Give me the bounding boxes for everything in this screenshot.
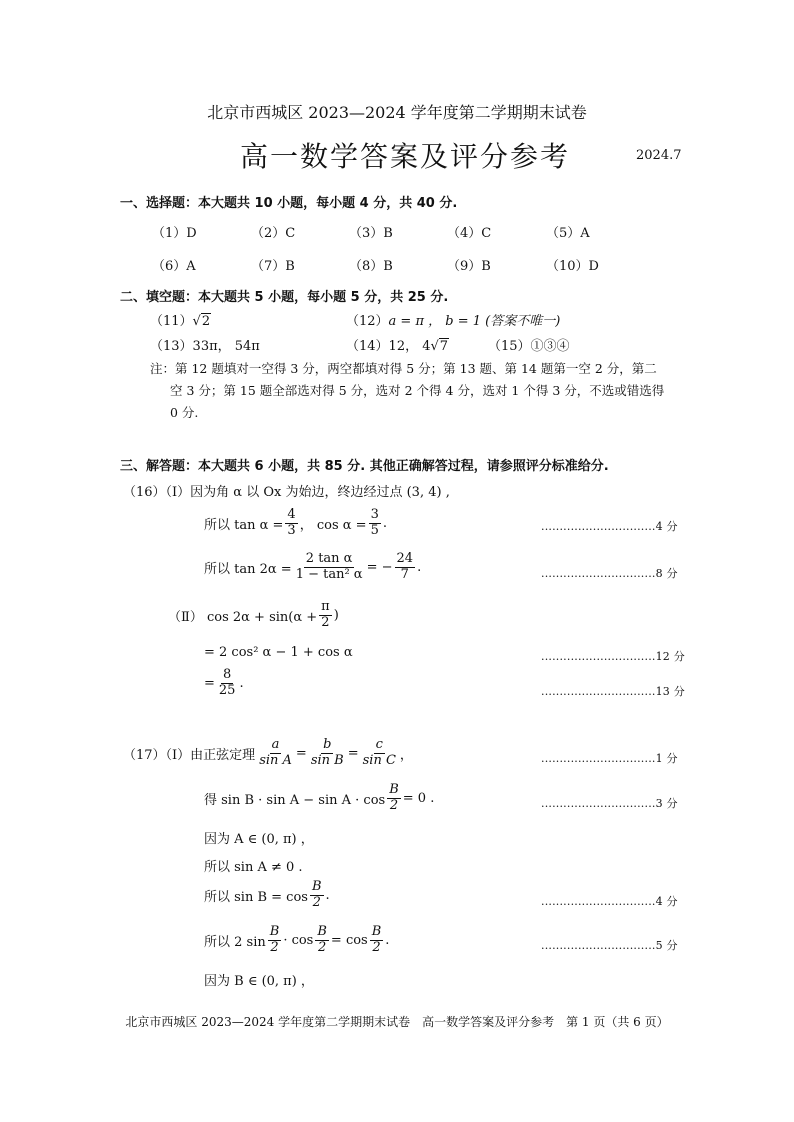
q16-part1-intro: （16）（Ⅰ）因为角 α 以 Ox 为始边，终边经过点 (3, 4) , <box>123 485 450 500</box>
scoring-note-line-2: 空 3 分；第 15 题全部选对得 5 分，选对 2 个得 4 分，选对 1 个得 3 分，不选或错选得 <box>170 383 665 398</box>
answer-1: （1）D <box>152 226 197 241</box>
q17-step-6: 所以 2 sin $\frac{B}{2}$ · cos $\frac{B}{2}$ = cos $\frac{B}{2}$ . <box>204 924 390 955</box>
fraction: $\frac{a}{\text{sin A}}$ <box>259 737 292 768</box>
page-title: 高一数学答案及评分参考 <box>240 140 571 173</box>
answer-9: （9）B <box>447 259 491 274</box>
fraction: $\frac{3}{5}$ <box>370 507 379 538</box>
q12-value: a = π ， b = 1 (答案不唯一) <box>388 314 561 329</box>
section-3-heading: 三、解答题：本大题共 6 小题，共 85 分. 其他正确解答过程，请参照评分标准给分. <box>120 459 609 474</box>
q17-step-3: 因为 A ∈ (0, π) ， <box>204 832 314 847</box>
fraction: $\frac{B}{2}$ <box>389 782 399 813</box>
q16-step-2: 所以 tan 2α = $\frac{\text{2 tan α}}{\text{1 − tan² α}}$ = − $\frac{24}{7}$ . <box>204 551 422 582</box>
fill-answer-15: （15）①③④ <box>488 339 570 354</box>
fill-answer-11 <box>150 310 211 329</box>
score-marker: ...............................3 分 <box>541 797 678 810</box>
score-marker: ...............................8 分 <box>541 567 678 580</box>
answer-6: （6）A <box>152 259 196 274</box>
score-marker: ...............................4 分 <box>541 520 678 533</box>
answer-5: （5）A <box>546 226 590 241</box>
score-marker: ...............................12 分 <box>541 650 685 663</box>
fill-answer-12 <box>346 310 560 329</box>
fraction: $\frac{8}{25}$ <box>218 667 236 698</box>
fraction: $\frac{b}{\text{sin B}}$ <box>310 737 344 768</box>
fraction: $\frac{\pi}{2}$ <box>321 599 330 630</box>
q17-part1-intro: （17）（Ⅰ）由正弦定理 $\frac{a}{\text{sin A}}$ = $\frac{b}{\text{sin B}}$ = $\frac{c}{\text{sin C}}$ ， <box>123 737 413 768</box>
q17-step-4: 所以 sin A ≠ 0 . <box>204 860 303 875</box>
q11-label: （11） <box>150 314 193 329</box>
q17-step-5: 所以 sin B = cos $\frac{B}{2}$ . <box>204 879 330 910</box>
answer-2: （2）C <box>251 226 296 241</box>
q14-label: （14）12， 4 <box>346 339 431 354</box>
answer-4: （4）C <box>447 226 492 241</box>
fraction: $\frac{B}{2}$ <box>311 879 322 910</box>
q16-step-4: = $\frac{8}{25}$ . <box>204 667 244 698</box>
fraction: $\frac{24}{7}$ <box>396 551 414 582</box>
q16-step-1: 所以 tan α = $\frac{4}{3}$ ， cos α = $\frac{3}{5}$ . <box>204 507 387 538</box>
q14-value: 7 <box>439 339 449 354</box>
q16-step-3: = 2 cos² α − 1 + cos α <box>204 645 353 660</box>
fraction: $\frac{B}{2}$ <box>269 924 280 955</box>
sqrt-sign: √ <box>192 314 201 329</box>
fraction: $\frac{\text{2 tan α}}{\text{1 − tan² α}}$ <box>295 551 363 582</box>
sqrt-sign: √ <box>430 339 439 354</box>
score-marker: ...............................5 分 <box>541 939 678 952</box>
score-marker: ...............................13 分 <box>541 685 685 698</box>
score-marker: ...............................4 分 <box>541 895 678 908</box>
fill-answer-14 <box>346 335 449 354</box>
exam-date: 2024.7 <box>636 148 682 163</box>
fraction: $\frac{B}{2}$ <box>317 924 327 955</box>
q17-step-7: 因为 B ∈ (0, π) ， <box>204 974 314 989</box>
score-marker: ...............................1 分 <box>541 752 678 765</box>
answer-3: （3）B <box>349 226 393 241</box>
section-2-heading: 二、填空题：本大题共 5 小题，每小题 5 分，共 25 分. <box>120 290 449 305</box>
answer-7: （7）B <box>251 259 295 274</box>
fill-answer-13: （13）33π， 54π <box>150 339 260 354</box>
section-1-heading: 一、选择题：本大题共 10 小题，每小题 4 分，共 40 分. <box>120 196 458 211</box>
answer-8: （8）B <box>349 259 393 274</box>
exam-subtitle: 北京市西城区 2023—2024 学年度第二学期期末试卷 <box>207 103 587 122</box>
q11-value: 2 <box>201 314 211 329</box>
fraction: $\frac{c}{\text{sin C}}$ <box>362 737 396 768</box>
page-footer: 北京市西城区 2023—2024 学年度第二学期期末试卷 高一数学答案及评分参考 第 1 页（共 6 页） <box>125 1015 669 1029</box>
scoring-note-line-1: 注：第 12 题填对一空得 3 分，两空都填对得 5 分；第 13 题、第 14 题第一空 2 分，第二 <box>150 361 657 376</box>
fraction: $\frac{4}{3}$ <box>287 507 296 538</box>
answer-10: （10）D <box>546 259 599 274</box>
q16-s1-prefix: 所以 tan α = <box>204 517 284 533</box>
q16-part2: （Ⅱ） cos 2α + sin(α + $\frac{\pi}{2}$ ) <box>168 599 339 630</box>
fraction: $\frac{B}{2}$ <box>371 924 382 955</box>
q17-step-2: 得 sin B · sin A − sin A · cos $\frac{B}{2}$ = 0 . <box>204 782 435 813</box>
q12-label: （12） <box>346 314 389 329</box>
scoring-note-line-3: 0 分. <box>170 405 199 420</box>
